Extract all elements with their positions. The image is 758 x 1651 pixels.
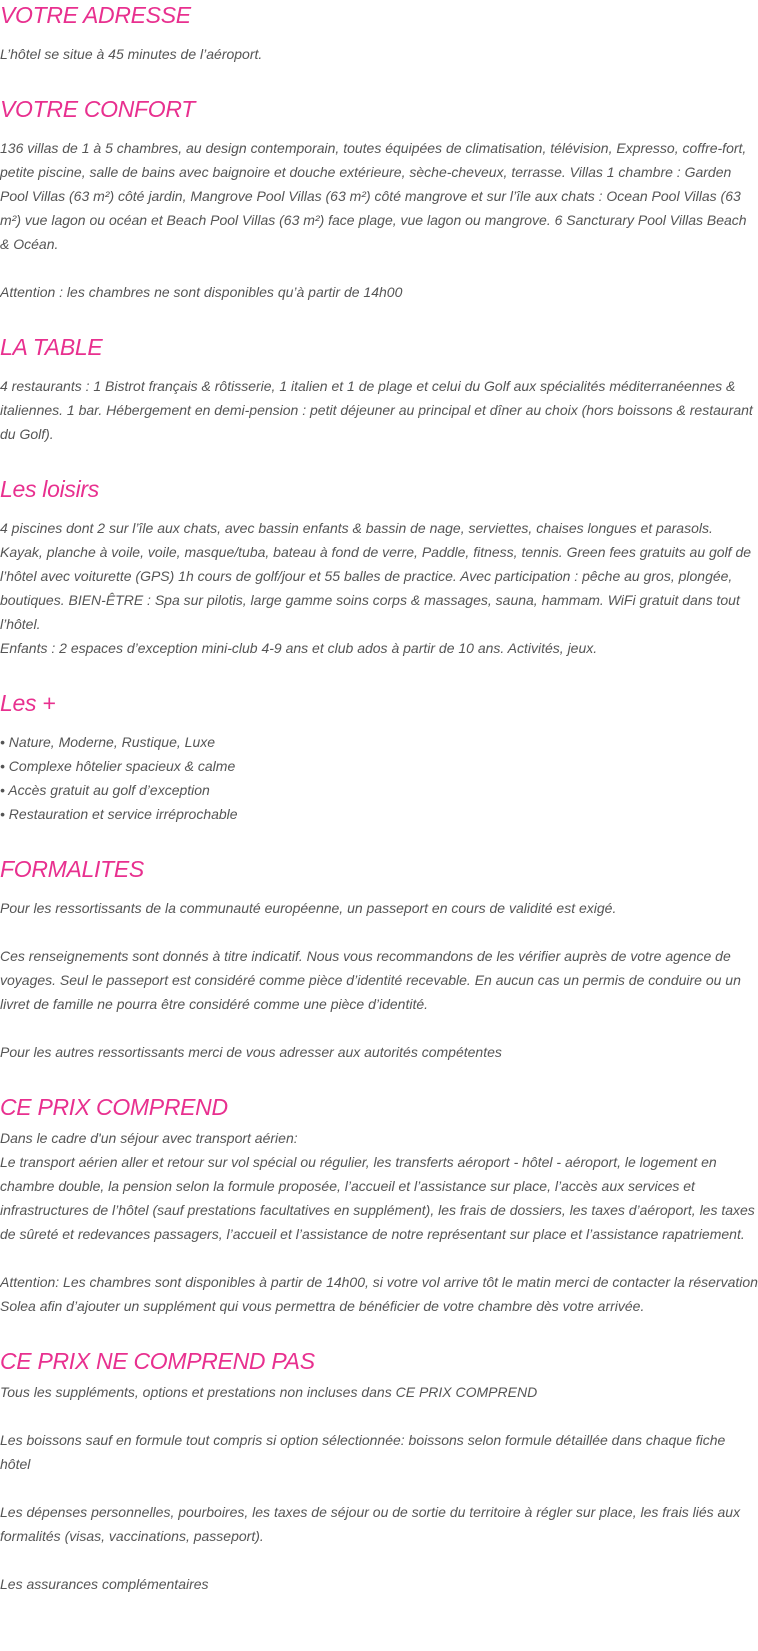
section-title-plus: Les +: [0, 690, 56, 716]
section-adresse: [0, 0, 758, 66]
ne-comprend-pas-text-boissons: Les boissons sauf en formule tout compris si option sélectionnée: boissons selon formule détaillée dans chaque fiche hôtel: [0, 1432, 726, 1472]
section-title-table: LA TABLE: [0, 334, 103, 360]
section-table: [0, 332, 758, 446]
list-item: • Complexe hôtelier spacieux & calme: [0, 758, 236, 774]
section-loisirs: [0, 474, 758, 660]
comprend-text-attention: Attention: Les chambres sont disponibles à partir de 14h00, si votre vol arrive tôt le matin merci de contacter la réservation Solea afin d’ajouter un supplément qui vous permettra de bénéficier de votre chambre dès votre arrivée.: [0, 1274, 758, 1314]
section-title-formalites: FORMALITES: [0, 856, 144, 882]
section-ne-comprend-pas: [0, 1346, 758, 1596]
section-title-ne-comprend-pas: CE PRIX NE COMPREND PAS: [0, 1348, 315, 1374]
section-formalites: [0, 854, 758, 1064]
section-plus: [0, 688, 758, 826]
ne-comprend-pas-text-depenses: Les dépenses personnelles, pourboires, les taxes de séjour ou de sortie du territoire à régler sur place, les frais liés aux formalités (visas, vaccinations, passeport).: [0, 1504, 741, 1544]
section-title-comprend: CE PRIX COMPREND: [0, 1094, 228, 1120]
list-item: • Nature, Moderne, Rustique, Luxe: [0, 734, 216, 750]
section-title-confort: VOTRE CONFORT: [0, 96, 196, 122]
comprend-text-details: Le transport aérien aller et retour sur vol spécial ou régulier, les transferts aéroport - hôtel - aéroport, le logement en chambre double, la pension selon la formule proposée, l’accueil et l’assistance sur place, l’accès aux services et infrastructures de l’hôtel (sauf prestations facultatives en supplément), les frais de dossiers, les taxes d’aéroport, les taxes de sûreté et redevances passagers, l’accueil et l’assistance de notre représentant sur place et l’assistance rapatriement.: [0, 1154, 755, 1242]
table-text: 4 restaurants : 1 Bistrot français & rôtisserie, 1 italien et 1 de plage et celui du Golf aux spécialités méditerranéennes & italiennes. 1 bar. Hébergement en demi-pension : petit déjeuner au principal et dîner au choix (hors boissons & restaurant du Golf).: [0, 378, 753, 442]
plus-list: [0, 730, 758, 826]
ne-comprend-pas-text-supplements: Tous les suppléments, options et prestations non incluses dans CE PRIX COMPREND: [0, 1384, 538, 1400]
section-title-adresse: VOTRE ADRESSE: [0, 2, 191, 28]
formalites-text-info: Ces renseignements sont donnés à titre indicatif. Nous vous recommandons de les vérifier auprès de votre agence de voyages. Seul le passeport est considéré comme pièce d’identité recevable. En aucun cas un permis de conduire ou un livret de famille ne pourra être considéré comme une pièce d’identité.: [0, 948, 741, 1012]
loisirs-text-children: Enfants : 2 espaces d’exception mini-club 4-9 ans et club ados à partir de 10 ans. Activités, jeux.: [0, 640, 598, 656]
confort-text-attention: Attention : les chambres ne sont disponibles qu’à partir de 14h00: [0, 284, 403, 300]
list-item: • Restauration et service irréprochable: [0, 806, 238, 822]
formalites-text-passport: Pour les ressortissants de la communauté européenne, un passeport en cours de validité est exigé.: [0, 900, 617, 916]
section-comprend: [0, 1092, 758, 1318]
loisirs-text-activities: 4 piscines dont 2 sur l’île aux chats, avec bassin enfants & bassin de nage, serviettes, chaises longues et parasols. Kayak, planche à voile, voile, masque/tuba, bateau à fond de verre, Paddle, fitness, tennis. Green fees gratuits au golf de l’hôtel avec voiturette (GPS) 1h cours de golf/jour et 55 balles de practice. Avec participation : pêche au gros, plongée, boutiques. BIEN-ÊTRE : Spa sur pilotis, large gamme soins corps & massages, sauna, hammam. WiFi gratuit dans tout l’hôtel.: [0, 520, 752, 632]
list-item: • Accès gratuit au golf d’exception: [0, 782, 210, 798]
confort-text-rooms: 136 villas de 1 à 5 chambres, au design contemporain, toutes équipées de climatisation, télévision, Expresso, coffre-fort, petite piscine, salle de bains avec baignoire et douche extérieure, sèche-cheveux, terrasse. Villas 1 chambre : Garden Pool Villas (63 m²) côté jardin, Mangrove Pool Villas (63 m²) côté mangrove et sur l’île aux chats : Ocean Pool Villas (63 m²) vue lagon ou océan et Beach Pool Villas (63 m²) face plage, vue lagon ou mangrove. 6 Sancturary Pool Villas Beach & Océan.: [0, 140, 747, 252]
comprend-text-intro: Dans le cadre d'un séjour avec transport aérien:: [0, 1130, 298, 1146]
formalites-text-others: Pour les autres ressortissants merci de vous adresser aux autorités compétentes: [0, 1044, 502, 1060]
ne-comprend-pas-text-assurances: Les assurances complémentaires: [0, 1576, 209, 1592]
section-confort: [0, 94, 758, 304]
adresse-text: L’hôtel se situe à 45 minutes de l’aéroport.: [0, 46, 263, 62]
section-title-loisirs: Les loisirs: [0, 476, 99, 502]
